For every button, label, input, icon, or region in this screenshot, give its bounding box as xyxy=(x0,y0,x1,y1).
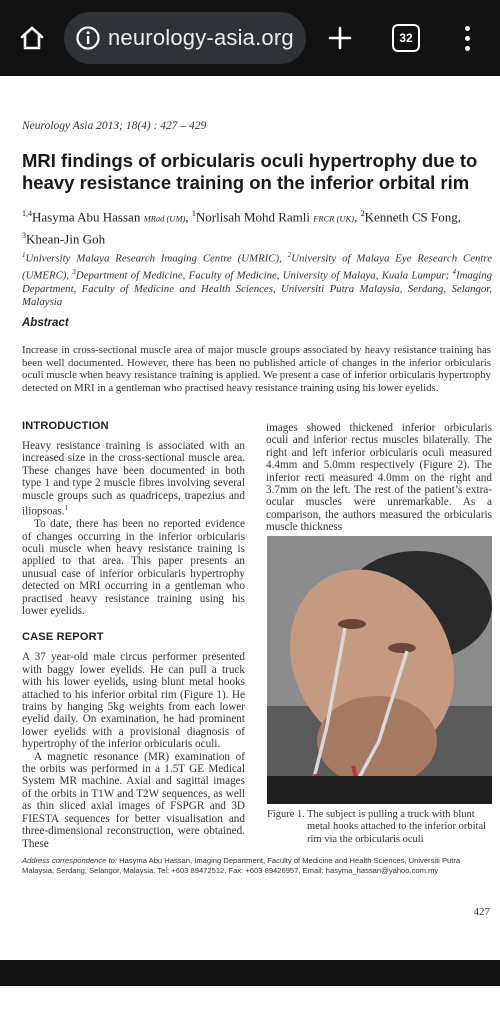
page-number: 427 xyxy=(473,906,490,918)
results-paragraph: images showed thickened inferior orbicularis oculi and inferior rectus muscles bilaterally. The right and left inferior orbicularis oculi measured 4.4mm and 5.0mm respectively (Figure 2). The inferior recti measured 4.0mm on the right and 3.7mm on the left. The rest of the patient’s extra-ocular muscles were unremarkable. As a comparison, the authors measured the orbicularis muscle thickness xyxy=(266,422,492,534)
new-tab-button[interactable] xyxy=(322,20,358,56)
author-name: Norlisah Mohd Ramli xyxy=(195,209,310,225)
tab-count: 32 xyxy=(399,31,413,45)
abstract-heading: Abstract xyxy=(22,317,69,329)
figure-caption-text: The subject is pulling a truck with blunt metal hooks attached to the inferior orbital rim via the orbicularis oculi xyxy=(307,809,487,845)
author-sup: 1,4 xyxy=(22,209,32,218)
author-degree: FRCR (UK) xyxy=(313,213,355,224)
affil-sup: 3 xyxy=(72,268,76,276)
pdf-page[interactable] xyxy=(0,76,500,960)
intro-text: Heavy resistance training is associated with an increased size in the cross-sectional muscle area. These changes have been documented in both type 1 and type 2 muscle fibres involving several muscle groups such as quadriceps, trapezius and iliopsoas. xyxy=(22,440,245,518)
address-label: Address correspondence to: xyxy=(22,856,117,865)
author-list: $^{1,4}$Hasyma Abu Hassan MRad (UM), $^1$Norlisah Mohd Ramli FRCR (UK), $^2$Kenneth CS Fong, $^3$Khean-Jin Goh xyxy=(22,209,461,247)
figure-1-illustration xyxy=(267,536,492,804)
tab-switcher-button[interactable] xyxy=(392,24,420,52)
figure-label: Figure 1. xyxy=(267,809,305,820)
author-sup: 3 xyxy=(22,231,26,241)
affil-sup: 4 xyxy=(452,268,457,276)
overflow-menu-button[interactable] xyxy=(452,20,482,56)
author-degree: MRad (UM) xyxy=(143,213,186,224)
address-bar[interactable] xyxy=(64,12,306,64)
author-name: Hasyma Abu Hassan xyxy=(32,209,141,225)
abstract-text: Increase in cross-sectional muscle area of major muscle groups associated by heavy resistance training has been well documented. However, there has been no published article of changes in the inferior orbicularis oculi muscle when heavy resistance training is applied. We present a case of inferior orbicularis hypertrophy detected on MRI in a gentleman who practised heavy resistance training using his lower eyelids. xyxy=(22,344,491,394)
affil-text: Imaging Department, Faculty of Medicine and Health Sciences, Universiti Putra Malaysia, Serdang, Selangor, Malaysia xyxy=(22,269,493,309)
left-column xyxy=(22,420,245,850)
citation-sup: 1 xyxy=(64,504,69,513)
intro-paragraph xyxy=(22,440,245,518)
case-paragraph: A 37 year-old male circus performer presented with baggy lower eyelids. He can pull a truck with his lower eyelids, using blunt metal hooks attached to his inferior orbital rim (Figure 1). He trains by hanging 5kg weights from each lower eyelid daily. On examination, he had prominent lower eyelids with a provisional diagnosis of hypertrophy of the inferior orbicularis oculi. xyxy=(22,651,245,751)
correspondence-address xyxy=(22,856,492,876)
case-paragraph: A magnetic resonance (MR) examination of the orbits was performed in a 1.5T GE Medical System MR machine. Axial and sagittal images of the orbits in T1W and T2W sequences, as well as thin sliced axial images of FSPGR and 3D FIESTA sequences for better visualisation and three-dimensional reconstruction, were obtained. These xyxy=(22,750,245,850)
figure-1-photo xyxy=(267,536,492,804)
author-sup: 1 xyxy=(191,209,196,218)
section-heading-case-report: CASE REPORT xyxy=(22,631,104,644)
home-button[interactable] xyxy=(14,20,50,56)
journal-citation: Neurology Asia 2013; 18(4) : 427 – 429 xyxy=(22,120,207,132)
menu-dot-icon xyxy=(465,46,470,51)
affil-sup: 2 xyxy=(287,251,292,259)
author-name: Kenneth CS Fong, xyxy=(364,209,461,225)
author-name: Khean-Jin Goh xyxy=(26,231,106,247)
browser-toolbar xyxy=(0,0,500,76)
affil-text: University Malaya Research Imaging Centre (UMRIC), xyxy=(25,252,282,265)
right-column xyxy=(266,422,492,534)
paper-title: MRI findings of orbicularis oculi hypertrophy due to heavy resistance training on the inferior orbital rim xyxy=(22,150,478,193)
intro-paragraph: To date, there has been no reported evidence of changes occurring in the inferior orbicularis oculi muscle when heavy resistance training is applied to that area. This paper presents an unusual case of inferior orbicularis hypertrophy detected on MRI occurring in a gentleman who practised heavy resistance training using his lower eyelids. xyxy=(22,518,245,618)
menu-dot-icon xyxy=(465,36,470,41)
affil-text: Department of Medicine, Faculty of Medicine, University of Malaya, Kuala Lumpur; xyxy=(75,269,450,282)
figure-1-caption xyxy=(267,809,492,846)
site-info-button[interactable] xyxy=(68,12,108,64)
affil-sup: 1 xyxy=(22,251,26,259)
affiliations xyxy=(22,249,492,310)
home-icon xyxy=(18,24,46,52)
section-heading-introduction: INTRODUCTION xyxy=(22,420,109,432)
url-text: neurology-asia.org xyxy=(108,25,294,50)
bottom-system-bar xyxy=(0,960,500,986)
affil-text: University of Malaya Eye Research Centre (UMERC), xyxy=(22,252,492,282)
bottom-blank-area xyxy=(0,986,500,1026)
plus-icon xyxy=(327,25,353,51)
info-icon xyxy=(75,25,101,51)
author-sup: 2 xyxy=(360,209,365,218)
menu-dot-icon xyxy=(465,26,470,31)
address-text: Hasyma Abu Hassan, Imaging Department, Faculty of Medicine and Health Sciences, Universiti Putra Malaysia, Serdang, Selangor, Malaysia. Tel: +603 89472512, Fax: +603 89426957, Email: hasyma_hassan@yahoo.com.my xyxy=(22,856,461,875)
